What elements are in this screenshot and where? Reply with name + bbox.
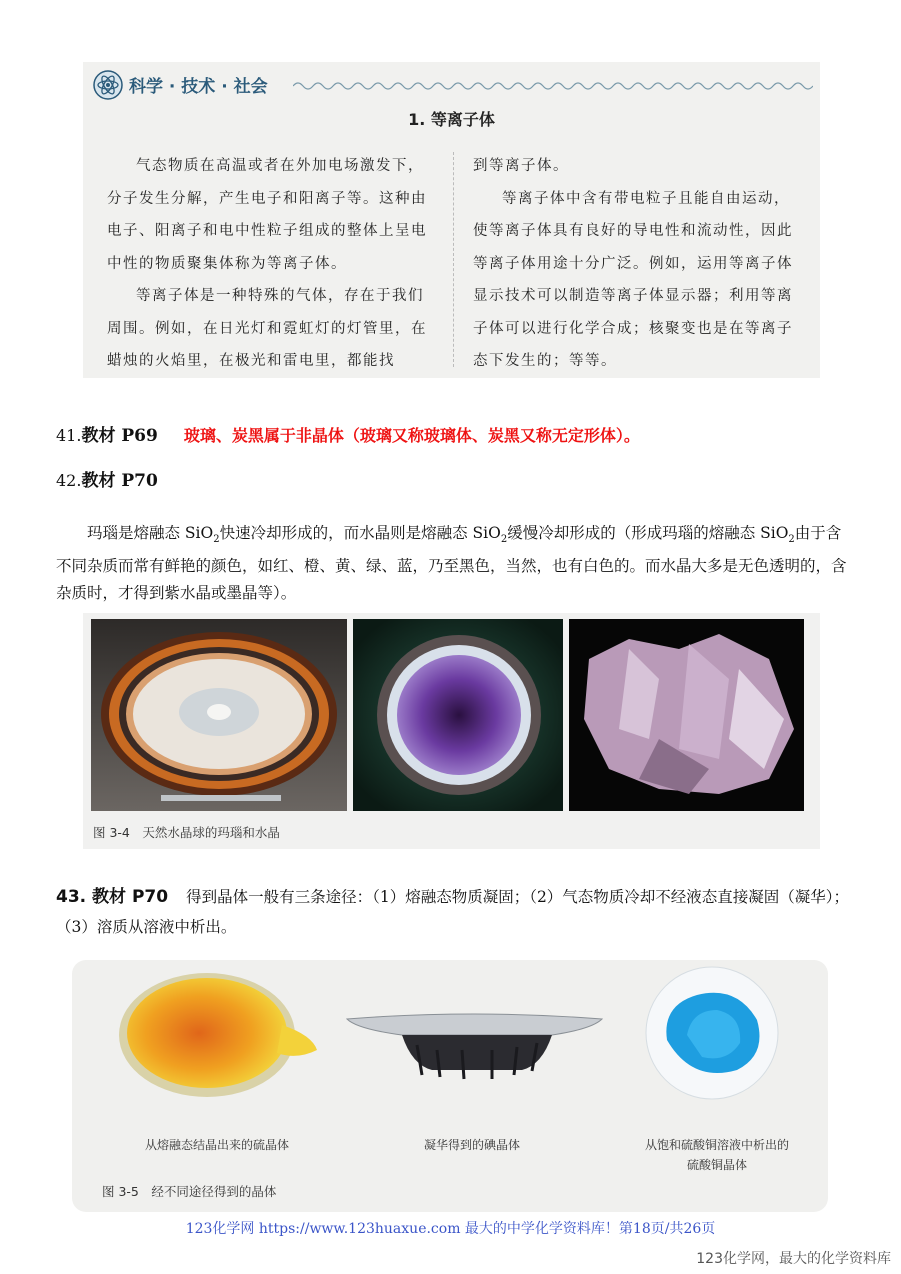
item-43-ref: 43. 教材 P70 [56,887,169,907]
item-42-paragraph [56,520,856,607]
quartz-photo [569,619,804,811]
item-42-ref: 教材 P70 [81,471,158,491]
page-footer: 123化学网 https://www.123huaxue.com 最大的中学化学资料库！第18页/共26页 [185,1221,716,1237]
watermark-text: 123化学网，最大的化学资料库 [696,1251,891,1267]
figure-3-4 [83,613,820,849]
iodine-crystal-photo [342,1005,607,1085]
box-label: 科学 · 技术 · 社会 [129,77,268,97]
sub-2: 2 [500,534,508,546]
text-c: 缓慢冷却形成的（形成玛瑙的熔融态 SiO [507,524,789,542]
agate-photo [91,619,347,811]
item-41-note: 玻璃、炭黑属于非晶体（玻璃又称玻璃体、炭黑又称无定形体）。 [183,426,640,445]
item-41-ref: 教材 P69 [81,426,158,446]
item-42-heading [56,466,158,491]
sulfur-crystal-photo [112,965,317,1100]
sub-2: 2 [788,534,795,546]
right-paragraph-1: 到等离子体。 [473,158,569,174]
column-divider [453,152,454,367]
item-42-number: 42. [56,471,82,490]
right-paragraph-2: 等离子体中含有带电粒子且能自由运动，使等离子体具有良好的导电性和流动性，因此等离子体用途十分广泛。例如，运用等离子体显示技术可以制造等离子体显示器；利用等离子体可以进行化学合成；核聚变也是在等离子态下发生的；等等。 [473,190,793,369]
atom-icon [93,70,123,100]
box-header [93,70,810,100]
item-43-text: 得到晶体一般有三条途径：（1）熔融态物质凝固；（2）气态物质冷却不经液态直接凝固（凝华）；（3）溶质从溶液中析出。 [56,888,850,936]
left-paragraph-2: 等离子体是一种特殊的气体，存在于我们周围。例如，在日光灯和霓虹灯的灯管里，在蜡烛的火焰里，在极光和雷电里，都能找 [107,288,427,369]
item-43-text-line [56,882,856,942]
item-41-number: 41. [56,426,82,445]
item-41-heading [56,421,640,446]
copper-sulfate-subcaption-line2: 硫酸铜晶体 [686,1158,747,1172]
text-a: 玛瑙是熔融态 SiO [87,524,214,542]
sulfur-subcaption: 从熔融态结晶出来的硫晶体 [144,1138,289,1152]
copper-sulfate-subcaption-line1: 从饱和硫酸铜溶液中析出的 [644,1138,789,1152]
item-42-text [56,520,856,607]
figure-3-5-caption: 图 3-5 经不同途径得到的晶体 [102,1184,277,1199]
left-paragraph-1: 气态物质在高温或者在外加电场激发下，分子发生分解，产生电子和阳离子等。这种由电子、阳离子和电中性粒子组成的整体上呈电中性的物质聚集体称为等离子体。 [107,158,427,272]
iodine-subcaption: 凝华得到的碘晶体 [423,1138,520,1152]
wavy-divider [293,76,813,96]
item-43-paragraph [56,882,856,942]
copper-sulfate-photo [642,965,782,1100]
box-left-column [107,150,427,378]
geode-photo [353,619,563,811]
figure-3-4-caption: 图 3-4 天然水晶球的玛瑙和水晶 [93,825,280,840]
copper-sulfate-subcaption [617,1135,817,1175]
sub-2: 2 [213,534,220,546]
text-b: 快速冷却形成的，而水晶则是熔融态 SiO [219,524,501,542]
figure-3-5 [72,960,828,1212]
box-title: 1. 等离子体 [408,110,495,129]
text-d: 由于含不同杂质而常有鲜艳的颜色，如红、橙、黄、绿、蓝，乃至黑色，当然，也有白色的。而水晶大多是无色透明的，含杂质时，才得到紫水晶或墨晶等）。 [56,524,847,603]
plasma-sidebar-box [83,62,820,378]
box-right-column [473,150,793,378]
